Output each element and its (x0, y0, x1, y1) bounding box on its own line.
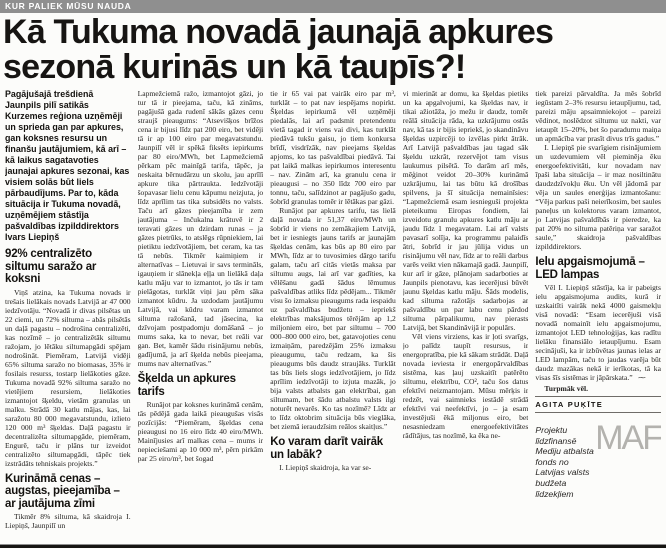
page-bottom-rule (0, 544, 666, 548)
subhead-centralized-heat: 92% centralizēto siltumu saražo ar koksni (5, 248, 97, 285)
body-paragraph: Vēl viens virziens, kas ir ļoti svarīgs, jo palīdz taupīt resursus, ir energopratība, pie kā sākam strādāt. Daļā novada ieviesta ir energopārvaldības sistēma, kas ļauj uzskaitīt patērēto siltumu, elektrību, CO², taču šos datus efektīvi neizmantojam. Mūsu mērķis ir redzēt, vai saimnieks iestādē strādā efektīvi vai neefektīvi, jo – ja esam investējuši ēkā miljonus eiro, bet nesasniedzam energoefektivitātes rādītājus, tas nozīmē, ka ēka ne- (402, 332, 529, 440)
author-byline: AGITA PUĶĪTE (535, 400, 604, 409)
subhead-woodchips-tariff: Šķelda un apkures tarifs (137, 373, 236, 398)
column-2 (138, 89, 264, 540)
subhead-led-lamps: Ielu apgaismojumā – LED lampas (535, 256, 645, 281)
column-4 (403, 89, 529, 540)
divider (535, 396, 661, 397)
article-lead: Pagājušajā trešdienā Jaunpils pilī satikās Kurzemes reģiona uzņēmēji un sprieda gan par apkures, gan koksnes resursu un finanšu jautājumiem, kā arī – kā laikus sagatavoties jaunajai apkures sezonai, kas visiem solās būt liels pārbaudījums. Par to, kāda situācija ir Tukuma novadā, uzņēmējiem stāstīja pašvaldības izpilddirektors Ivars Liepiņš (5, 89, 130, 242)
body-paragraph: I. Liepiņš skaidroja, ka var se- (279, 463, 372, 472)
article-body (0, 88, 666, 540)
section-kicker-bar (0, 0, 666, 13)
article-headline: Kā Tukuma novadā jaunajā apkures sezonā kurinās un kā taupīs?! (3, 13, 554, 86)
funding-credit (535, 421, 661, 499)
body-paragraph-text: Vēl I. Liepiņš stāstīja, ka ir pabeigts ielu apgaismojuma audits, kurā ir uzskaitīti vairāk nekā 4000 gaismekļu visā novadā: “Esam iecerējuši visā novadā nomainīt ielu apgaismojumu, izmantojot LED tehnoloģijas, kas radītu lielāku finansiālo ietaupījumu. Esam secinājuši, ka ir izbūvētas jaunas ielas ar LED lampām, taču to jaudas varēja būt daudz mazākas nekā ir ierīkotas, tā ka visas šīs sistēmas ir jāpārskata.” (535, 283, 661, 382)
body-paragraph: Runājot par apkures tarifu, tas lielā daļā novada ir 51,37 eiro/MWh un šobrīd ir viens no zemākajiem Latvijā, bet ir iesniegts jauns tarifs ar jaunajām šķeldas cenām, kas būs ap 80 eiro par MWh, līdz ar to tuvosimies dārgo tarifu galam, taču arī citās vietās maksa par siltumu augs, lai arī var gadīties, ka vēlēšanu gadā šādus lēmumus pašvaldības atliks līdz pēdējam... Tikmēr visu šo izmaksu pieaugums rada iespaidu uz pašvaldības budžetu – iepriekš elektrības maksājumos tērējām ap 1,2 miljoniem eiro, bet par siltumu – 700 000–800 000 eiro, bet, gatavojoties cenu izmaiņām, paredzējām 25% izmaksu pieaugumu, taču redzam, ka šis pieaugums būs daudz straujāks. Turklāt tas būs liels slogs iedzīvotājiem, jo līdz aprīlim iedzīvotāji to izjuta mazāk, jo bija valsts atbalsts gan elektrībai, gan siltumam, bet šādu atbalstu valsts ilgi noturēt nevarēs. Ko tas nozīmē? Līdz ar to līdz oktobrim situācija būs vieglāka, bet ziemā ieraudzīsim reālos skaitļus.” (270, 206, 396, 431)
maf-logo: MAF (595, 419, 661, 457)
section-kicker-label: KUR PALIEK MŪSU NAUDA (5, 1, 132, 11)
to-be-continued-note: Turpmāk vēl. (544, 384, 588, 393)
subhead-fuel-prices: Kurināmā cenas – augstas, pieejamība – ar jautājuma zīmi (5, 472, 120, 510)
subhead-do-more-better: Ko varam darīt vairāk un labāk? (270, 436, 383, 461)
body-paragraph: tiek pareizi pārvaldīta. Ja mēs šobrīd iegūstam 2–3% resursu ietaupījumu, tad, pareizi māju apsaimniekojot – pareizi vēdinot, noslēdzot siltumu uz nakti, var ietaupīt 15–20%, bet šo paradumu maiņa un apmācība var prasīt divus trīs gadus.” (535, 89, 661, 143)
body-paragraph: vi mierināt ar domu, ka šķeldas pietiks un ka apgalvojumi, ka šķeldas nav, ir tikai ažiotāža, jo mežu ir daudz, tomēr reālā situācija rāda, ka uzkrājumu ostās nav, kā tas ir bijis iepriekš, jo skandināvu šķeldas uzpircēji to izvēlas pirkt ātrāk. Arī Latvijā pašvaldības jau tagad sāk šķeldu uzkrāt, rezervējot tam visus laukumus pilsētā. To darām arī mēs, mēģinot veidot 20–30% kurināmā uzkrājumu, lai tas būtu kā drošības spilvens, ja šī situācija nemainīsies: “Lapmežciemā esam iesnieguši projekta pieteikumu Eiropas fondiem, lai izveidotu granulu apkures katlu māju ar jaudu līdz 1 megavatam. Lai arī valsts pavasarī solīja, ka programmu palaidīs ātri, šobrīd ir jau jūlija vidus un risinājumu vēl nav, līdz ar to reāli darbus varēs veikt vien nākamajā gadā. Jaunpilī, kur arī ir gāze, plānojam sadarboties ar Jaunpils pienotavu, kas iecerējusi būvēt jaunu šķeldas katlu māju. Šāds modelis, kad siltuma ražotājs sadarbojas ar pašvaldību un par labu cenu pārdod siltuma pārpalikumu, nav pierasts Latvijā, bet Skandināvijā ir populārs. (402, 89, 529, 332)
column-5 (535, 89, 661, 540)
body-paragraph (535, 283, 661, 382)
divider (535, 412, 661, 413)
body-paragraph: Tikmēr 8% siltuma, kā skaidroja I. Liepiņš, Jaunpilī un (5, 512, 131, 530)
body-paragraph: I. Liepiņš pie svarīgiem risinājumiem un uzdevumiem vēl pieminēja ēku energoefektivitāti, kur novadam nav īpaši laba situācija – ir maz nosiltinātu daudzdzīvokļu ēku. Un vēl jādomā par vēja un saules enerģijas izmantošanu: “Vēja parkus paši neierīkosim, bet saules paneļus un kolektorus varam izmantot, jo Latvijas pašvaldībās ir pieredze, ka pat 20% no siltuma patēriņa var saražot saule,” skaidroja pašvaldības izpilddirektors. (535, 143, 661, 251)
article-end-mark: ⁓ (637, 373, 646, 382)
funding-credit-text: Projektu līdzfinansē Mediju atbalsta fonds no Latvijas valsts budžeta līdzekļiem (535, 425, 594, 499)
column-3 (270, 89, 396, 540)
column-1 (5, 89, 131, 540)
body-paragraph: Viņš atzina, ka Tukuma novads ir trešais lielākais novads Latvijā ar 47 000 iedzīvotāju. “Novadā ir divas pilsētas un 22 ciemi, un 72% siltuma – abās pilsētās un daļā pagastu – nodrošina centralizēti, kas nozīmē – jo centralizētāk siltumu ražojam, jo lētāku siltumapgādi spējam nodrošināt. Piemēram, Latvijā vidēji 65% siltuma saražo no biomasas, 35% ir fosilais resurss, tostarp lielākoties gāze. Tukuma novadā 92% siltuma saražo no vietējiem resursiem, lielākoties izmantojot šķeldu, vietām granulas un malku. Strādā 30 katlu mājas, kas, lai saražotu 80 000 megavatstundu, izlieto 120 000 m³ šķeldas. Daļā pagastu ir decentralizēta siltumapgāde, piemēram, Engurē, taču ir plāns tur izveidot centralizēto siltumapgādi, tāpēc tiek izstrādāts tehniskais projekts.” (5, 287, 131, 468)
body-paragraph: tie ir 65 vai pat vairāk eiro par m³, turklāt – to pat nav iespējams nopirkt. Šķeldas iepirkumā vēl uzņēmēji piedalās, lai arī padsmit pretendentu vietā tagad ir viens vai divi, kas turklāt piedāvā tukšu gaisu, jo tiem konkursa brīdī, visdrīzāk, nav pieejams šķeldas apjoms, ko tas pašvaldībai piedāvā. Tai pat laikā malkas iepirkumos interesentu – nav. Zinām arī, ka granulu cena ir pieaugusi – no 350 līdz 700 eiro par tonnu, taču, salīdzinot ar pagājušo gadu, šobrīd granulas tomēr ir lētākas par gāzi. (270, 89, 396, 206)
body-paragraph: Lapmežciemā ražo, izmantojot gāzi, jo tur tā ir pieejama, taču, kā zināms, pagājušā gada rudenī sākās gāzes cenu straujš pieaugums: “Atsevišķos brīžos cena ir bijusi līdz pat 200 eiro, bet vidēji tā ir ap 100 eiro par megavatstundu. Jaunpilī vēl ir spēkā fiksēts iepirkums par 80 eiro/MWh, bet Lapmežciemā pērkam pēc mainīgā tarifa, tāpēc, ja neskaita bērnudārzu un skolu, jau aprīlī apkure tika pārtraukta. Iedzīvotāji šopavasar lielu cenu kāpumu neizjuta, jo līdz aprīlim tas tika subsidēts no valsts. Taču arī gāzes pieejamība ir zem jautājuma – Inčukalna krātuvē ir 2 teravati gāzes un dzirdam runas – ja gāzes pietrūks, to atslēgs rūpniekiem, lai pietiktu iedzīvotājiem, bet ceram, ka tas tā nebūs. Tikmēr kaimiņiem ir alternatīvas – Lietuvai ir savs termināls, igauņiem ir slānekļa eļļa un lielākā daļa katlu māju var to izmantot, jo tās ir tam pielāgotas, turklāt viņi jau pērn sāka izmantot kūdru. Ja uzdodam jautājumu Latvijā, vai kūdru varam izmantot siltuma ražošanā, tad jāsecina, ka dzīvojam postpadomju domāšanā – jo mums saka, ka to nevar, bet reāli var gan. Bet, kamēr šādu risinājumu nebūs, gadījumā, ja arī šķelda nebūs pieejama, mums nav alternatīvas.” (137, 89, 264, 368)
body-paragraph: Runājot par koksnes kurināmā cenām, tās pēdējā gada laikā pieaugušas visās pozīcijās: “Piemēram, šķeldas cena pieaugusi no 16 eiro līdz 40 eiro/MWh. Mainījusies arī malkas cena – mums ir nepieciešami ap 10 000 m³, pērn pirkām par 25 eiro/m³, bet šogad (137, 400, 264, 463)
